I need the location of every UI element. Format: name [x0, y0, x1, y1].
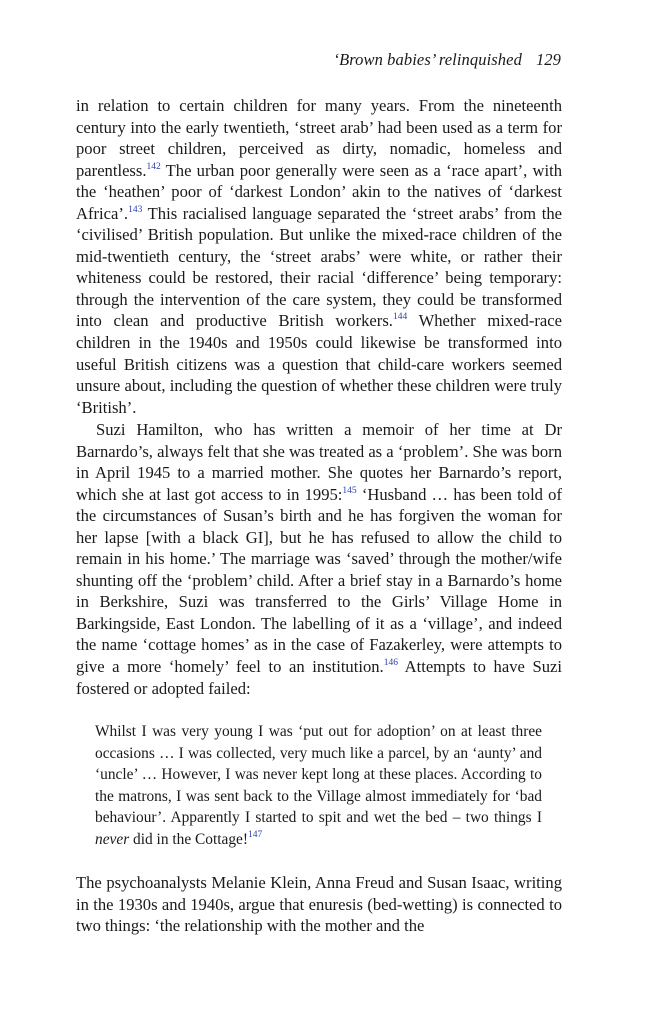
block-quote: [95, 721, 542, 850]
footnote-ref-143[interactable]: 143: [128, 204, 143, 215]
body-paragraph-2: [76, 419, 562, 699]
paragraph-text: The psychoanalysts Melanie Klein, Anna Freud and Susan Isaac, writing in the 1930s and 1940s, argue that enuresis (bed-wetting) is connected to two things: ‘the relationship with the mother and the: [76, 873, 562, 936]
paragraph-text: This racialised language separated the ‘street arabs’ from the ‘civilised’ British population. But unlike the mixed-race children of the mid-twentieth century, the ‘street arabs’ were white, or rather their whiteness could be restored, their racial ‘difference’ being temporary: through the intervention of the care system, they could be transformed into clean and productive British workers.: [76, 203, 562, 331]
quote-emphasis: never: [95, 830, 130, 848]
paragraph-text: Suzi Hamilton, who has written a memoir of her time at Dr Barnardo’s, always felt that she was treated as a ‘problem’. She was born in April 1945 to a married mother. She quotes her Barnardo’s report, which she at last got access to in 1995:: [76, 420, 562, 504]
paragraph-text: in relation to certain children for many years. From the nineteenth century into the early twentieth, ‘street arab’ had been used as a term for poor street children, perceived as dirty, nomadic, homeless and parentless.: [76, 96, 562, 180]
running-head: [333, 50, 561, 70]
paragraph-text: Whether mixed-race children in the 1940s and 1950s could likewise be transformed into useful British citizens was a question that child-care workers seemed unsure about, including the question of whether these children were truly ‘British’.: [76, 311, 562, 417]
quote-text: Whilst I was very young I was ‘put out for adoption’ on at least three occasions … I was collected, very much like a parcel, by an ‘aunty’ and ‘uncle’ … However, I was never kept long at these places. According to the matrons, I was sent back to the Village almost immediately for ‘bad behaviour’. Apparently I started to spit and wet the bed – two things I: [95, 723, 542, 827]
footnote-ref-144[interactable]: 144: [392, 312, 408, 323]
footnote-ref-145[interactable]: 145: [342, 485, 357, 496]
footnote-ref-142[interactable]: 142: [146, 161, 161, 172]
body-paragraph-3: [76, 872, 562, 937]
paragraph-text: ‘Husband … has been told of the circumstances of Susan’s birth and he has forgiven the woman for her lapse [with a black GI], but he has refused to allow the child to remain in his home.’ The marriage was ‘saved’ through the mother/wife shunting off the ‘problem’ child. After a brief stay in a Barnardo’s home in Berkshire, Suzi was transferred to the Girls’ Village Home in Barkingside, East London. The labelling of it as a ‘village’, and indeed the name ‘cottage homes’ as in the case of Fazakerley, were attempts to give a more ‘homely’ feel to an institution.: [76, 484, 562, 677]
running-head-title: ‘Brown babies’ relinquished: [333, 50, 522, 69]
footnote-ref-147[interactable]: 147: [248, 829, 263, 840]
paragraph-text: The urban poor generally were seen as a ‘race apart’, with the ‘heathen’ poor of ‘darkest London’ akin to the natives of ‘darkest Africa’.: [76, 160, 562, 223]
body-paragraph-1: [76, 95, 562, 418]
page-number: 129: [535, 50, 561, 69]
quote-text: did in the Cottage!: [129, 830, 249, 848]
paragraph-text: Attempts to have Suzi fostered or adopted failed:: [76, 657, 562, 698]
footnote-ref-146[interactable]: 146: [383, 658, 398, 669]
